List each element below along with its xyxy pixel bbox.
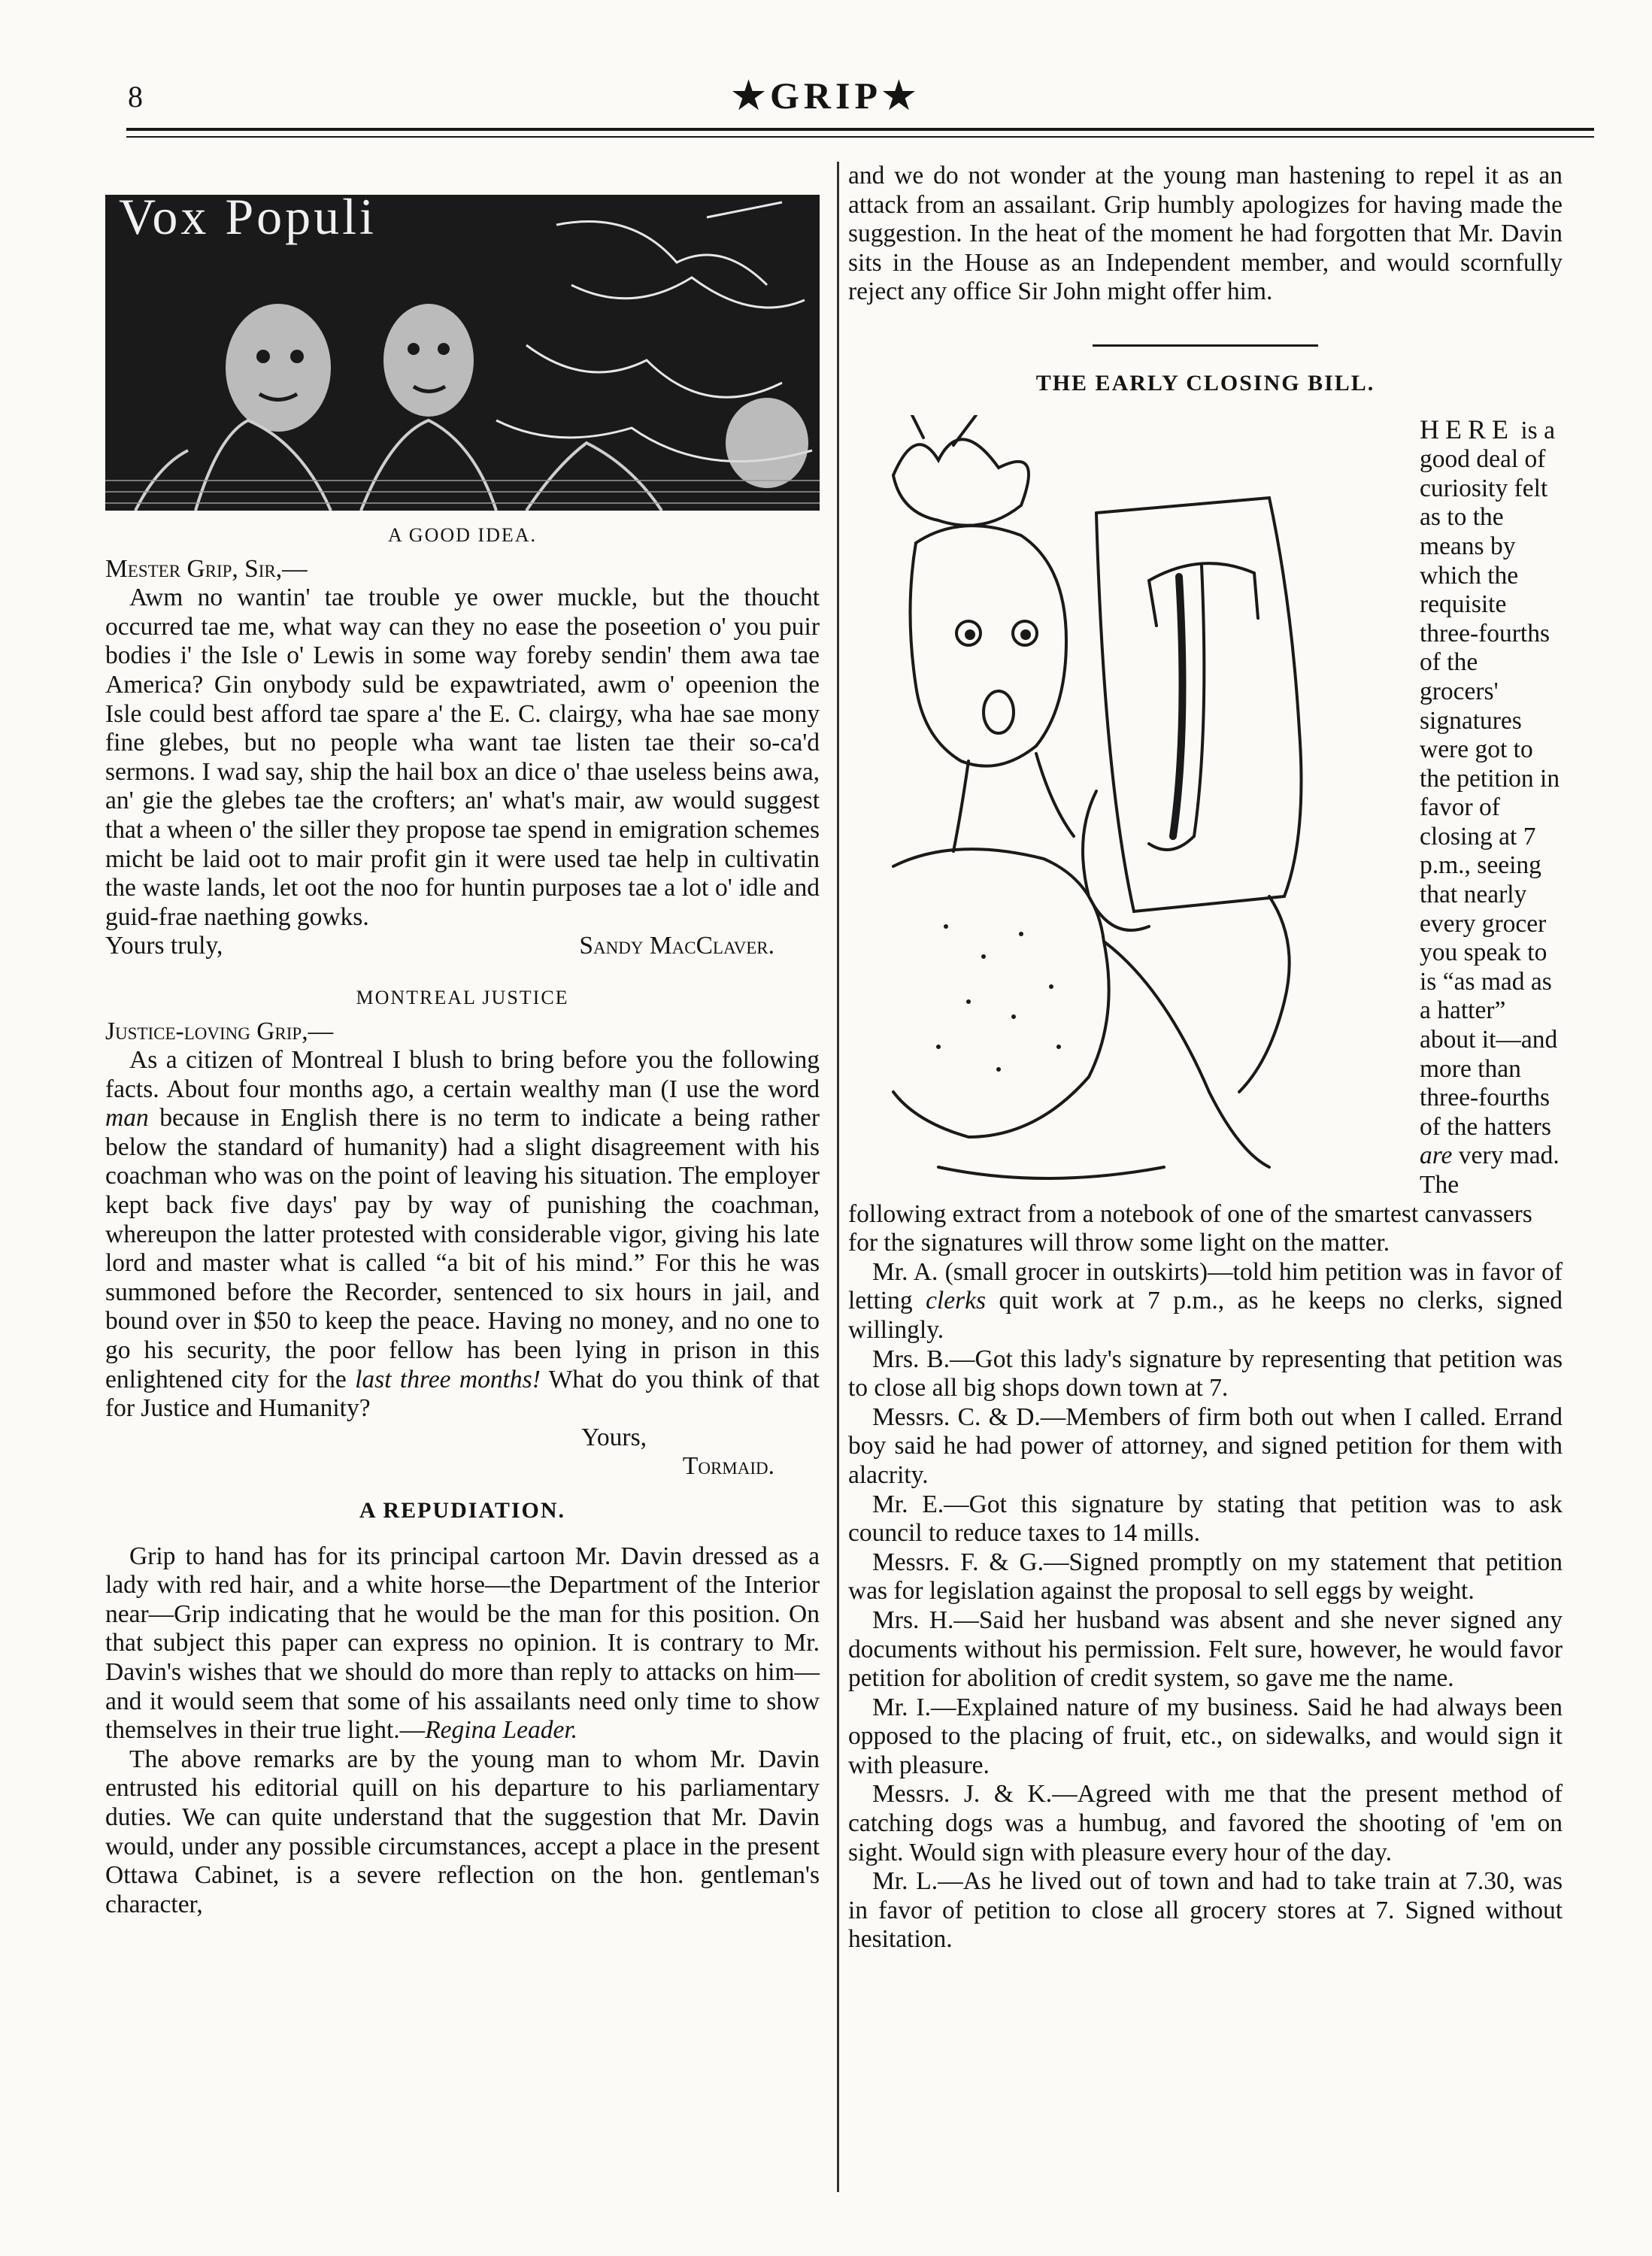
right-column	[848, 162, 1563, 1954]
letter2-heading: MONTREAL JUSTICE	[356, 986, 569, 1008]
notebook-entry: Mr. I.—Explained nature of my business. Said he had always been opposed to the placing of fruit, etc., on sidewalks, and would sign it with pleasure.	[848, 1693, 1563, 1779]
letter1-signature: Sandy MacClaver.	[579, 932, 774, 960]
header-rule-thin	[126, 136, 1594, 138]
notebook-entry: Mr. A. (small grocer in outskirts)—told him petition was in favor of letting clerks quit work at 7 p.m., as he keeps no clerks, signed willingly.	[848, 1257, 1563, 1344]
notebook-entry: Messrs. J. & K.—Agreed with me that the present method of catching dogs was a humbug, and favored the shooting of 'em on sight. Would sign with pleasure every hour of the day.	[848, 1780, 1563, 1866]
left-column	[105, 162, 820, 1919]
notebook-entry: Messrs. C. & D.—Members of firm both out when I called. Errand boy said he had power of attorney, and signed petition for them with alacrity.	[848, 1402, 1563, 1489]
vox-populi-banner	[105, 195, 820, 511]
page-number: 8	[128, 80, 143, 114]
repudiation-heading: A REPUDIATION.	[359, 1498, 566, 1523]
notebook-entry: Mrs. B.—Got this lady's signature by representing that petition was to close all big shops down town at 7.	[848, 1345, 1563, 1402]
letter1-signoff	[105, 932, 820, 961]
notebook-entry: Mr. E.—Got this signature by stating that petition was to ask council to reduce taxes to 14 mills.	[848, 1490, 1563, 1548]
early-closing-lead: HERE is a good deal of curiosity felt as to the means by which the requisite three-fourths of the grocers' signatures were got to the petition in favor of closing at 7 p.m., seeing that nearly every grocer you speak to is “as mad as a hatter” about it—and more than three-fourths of the hatters are very mad. The following extract from a notebook of one of the smartest canvassers for the signatures will throw some light on the matter.	[848, 414, 1560, 1257]
header-rule-thick	[126, 128, 1594, 131]
repudiation-para1: Grip to hand has for its principal cartoon Mr. Davin dressed as a lady with red hair, and a white horse—the Department of the Interior near—Grip indicating that he would be the man for this position. On that subject this paper can express no opinion. It is contrary to Mr. Davin's wishes that we should do more than reply to attacks on him—and it would seem that some of his assailants need only time to show themselves in their true light.—Regina Leader.	[105, 1542, 820, 1745]
letter1-closing: Yours truly,	[105, 932, 223, 960]
letter1-salutation: Mester Grip, Sir,—	[105, 554, 308, 583]
letter2-body: As a citizen of Montreal I blush to bring before you the following facts. About four months ago, a certain wealthy man (I use the word man because in English there is no term to indicate a being rather below the standard of humanity) had a slight disagreement with his coachman who was on the point of leaving his situation. The employer kept back five days' pay by way of punishing the coachman, whereupon the latter protested with considerable vigor, giving his late lord and master what is called “a bit of his mind.” For this he was summoned before the Recorder, sentenced to six hours in jail, and bound over in $50 to keep the peace. Having no money, and no one to go his security, the poor fellow has been lying in prison in this enlightened city for the last three months! What do you think of that for Justice and Humanity?	[105, 1046, 820, 1423]
woman-with-letter-t-illustration	[848, 415, 1405, 1197]
repudiation-continuation: and we do not wonder at the young man hastening to repel it as an attack from an assailant. Grip humbly apologizes for having made the suggestion. In the heat of the moment he had forgotten that Mr. Davin sits in the House as an Independent member, and would scornfully reject any office Sir John might offer him.	[848, 162, 1563, 306]
notebook-entry: Mr. L.—As he lived out of town and had to take train at 7.30, was in favor of petition to close all grocery stores at 7. Signed without hesitation.	[848, 1867, 1563, 1954]
letter2-salutation: Justice-loving Grip,—	[105, 1017, 334, 1045]
repudiation-para2: The above remarks are by the young man to whom Mr. Davin entrusted his editorial quill on his departure to his parliamentary duties. We can quite understand that the suggestion that Mr. Davin would, under any possible circumstances, accept a place in the present Ottawa Cabinet, is a severe reflection on the hon. gentleman's character,	[105, 1745, 820, 1918]
notebook-entry: Mrs. H.—Said her husband was absent and she never signed any documents without his permission. Felt sure, however, he would favor petition for abolition of credit system, so gave me the name.	[848, 1606, 1563, 1693]
letter1-heading: A GOOD IDEA.	[387, 524, 538, 546]
early-closing-intro	[848, 415, 1563, 1258]
column-divider	[837, 162, 839, 2192]
section-divider	[1093, 344, 1318, 347]
letter2-signature: Tormaid.	[682, 1452, 774, 1481]
canvasser-notebook-entries	[848, 1258, 1563, 1954]
cartoon-woman-drawing	[848, 415, 1405, 1197]
early-closing-heading: THE EARLY CLOSING BILL.	[1035, 370, 1375, 396]
notebook-entry: Messrs. F. & G.—Signed promptly on my statement that petition was for legislation against the proposal to sell eggs by weight.	[848, 1548, 1563, 1606]
vox-populi-title: Vox Populi	[119, 195, 377, 245]
masthead-title: ★GRIP★	[732, 74, 920, 117]
letter2-closing: Yours,	[581, 1423, 647, 1451]
letter1-body: Awm no wantin' tae trouble ye ower muckle, but the thoucht occurred tae me, what way can they no ease the poseetion o' you puir bodies i' the Isle o' Lewis in some way foreby sendin' them awa tae America? Gin onybody suld be expawtriated, awm o' opeenion the Isle could best afford tae spare a' the E. C. clairgy, wha hae sae mony fine glebes, but no people wha want tae listen tae their so-ca'd sermons. I wad say, ship the hail box an dice o' thae useless beins awa, an' gie the glebes tae the crofters; an' what's mair, aw would suggest that a wheen o' the siller they propose tae spend in emigration schemes micht be laid oot to mair profit gin it were used tae help in cultivatin the waste lands, let oot the noo for huntin purposes tae a lot o' idle and guid-frae naething gowks.	[105, 584, 820, 931]
